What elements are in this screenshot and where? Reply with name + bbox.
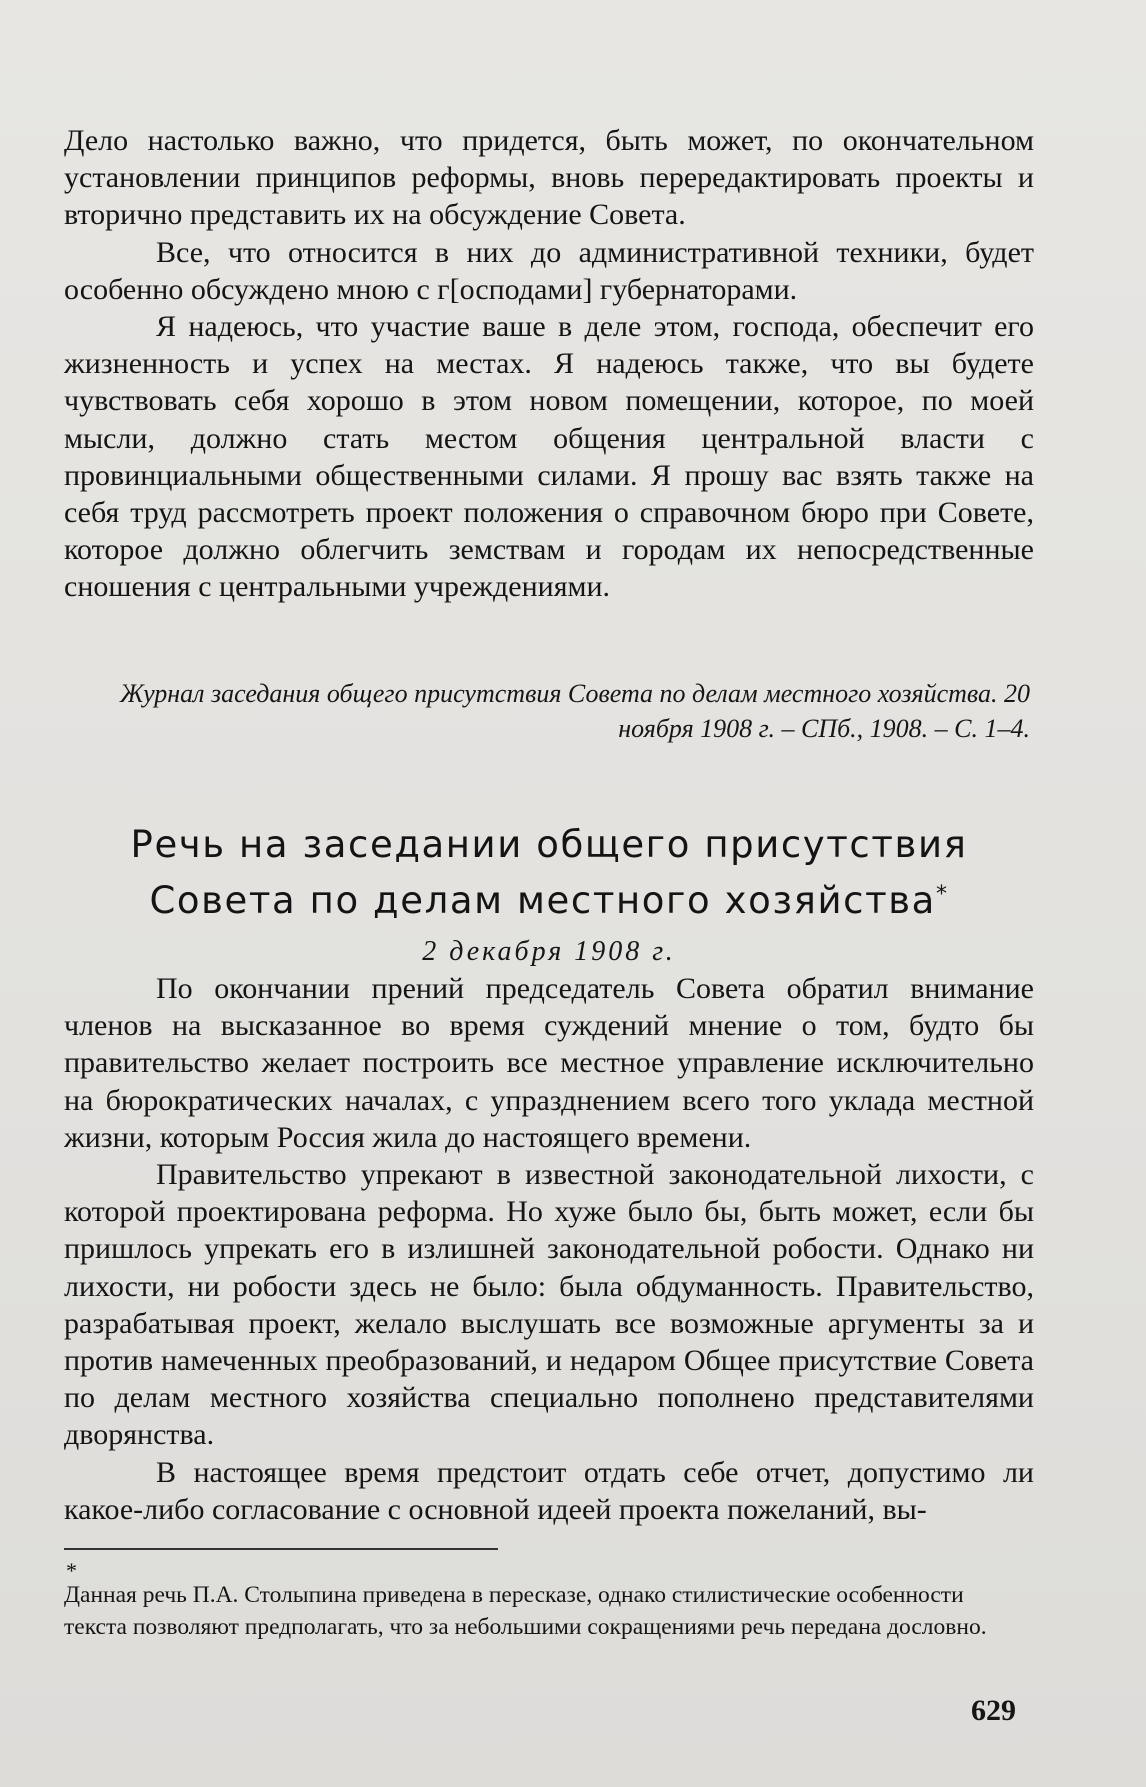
footnote-divider — [64, 1548, 498, 1550]
section-date: 2 декабря 1908 г. — [422, 936, 676, 967]
footnote-mark: * — [66, 1558, 77, 1583]
section-title — [64, 820, 1034, 926]
footnote — [64, 1558, 1024, 1643]
source-citation: Журнал заседания общего присутствия Совета по делам местного хозяйства. 20 ноября 1908 г. – СПб., 1908. – С. 1–4. — [120, 679, 1030, 743]
footnote-text: Данная речь П.А. Столыпина приведена в пересказе, однако стилистические особенности текста позволяют предполагать, что за небольшими сокращениями речь передана дословно. — [64, 1582, 987, 1640]
paragraph: Правительство упрекают в известной законодательной лихости, с которой проектирована реформа. Но хуже было бы, быть может, если бы пришлось упрекать его в излишней законодательной робости. Однако ни лихости, ни робости здесь не было: была обдуманность. Правительство, разрабатывая проект, желало выслушать все возможные аргументы за и против намеченных преобразований, и недаром Общее присутствие Совета по делам местного хозяйства специально пополнено представителями дворянства. — [64, 1158, 1034, 1452]
paragraph-continuation: Дело настолько важно, что придется, быть может, по окончательном установлении принципов реформы, вновь перередактировать проекты и вторично представить их на обсуждение Совета. — [64, 124, 1034, 232]
paragraph: По окончании прений председатель Совета обратил внимание членов на высказанное во время суждений мнение о том, будто бы правительство желает построить все местное управление исключительно на бюрократических началах, с упразднением всего того уклада местной жизни, которым Россия жила до настоящего времени. — [64, 972, 1034, 1154]
section-title-line-2 — [64, 870, 1034, 926]
top-text-block — [64, 122, 1034, 606]
page-number: 629 — [971, 1694, 1016, 1727]
paragraph: Я надеюсь, что участие ваше в деле этом, господа, обеспечит его жизненность и успех на местах. Я надеюсь также, что вы будете чувствовать себя хорошо в этом новом помещении, которое, по моей мысли, должно стать местом общения центральной власти с провинциальными общественными силами. Я прошу вас взять также на себя труд рассмотреть проект положения о справочном бюро при Совете, которое должно облегчить земствам и городам их непосредственные сношения с центральными учреждениями. — [64, 310, 1034, 604]
paragraph: Все, что относится в них до административной техники, будет особенно обсуждено мною с г[осподами] губернаторами. — [64, 235, 1034, 306]
paragraph: В настоящее время предстоит отдать себе отчет, допустимо ли какое-либо согласование с основной идеей проекта пожеланий, вы- — [64, 1455, 1034, 1526]
footnote-reference-mark: * — [935, 882, 949, 907]
section-title-line-2-text: Совета по делам местного хозяйства — [149, 879, 936, 922]
section-title-line-1: Речь на заседании общего присутствия — [130, 823, 968, 866]
bottom-text-block — [64, 970, 1034, 1528]
